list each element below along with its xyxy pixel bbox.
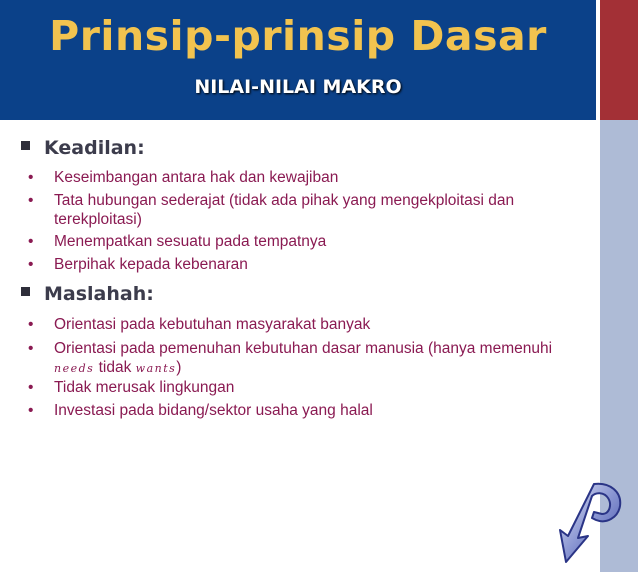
bullet-dot-icon: • [28,233,34,250]
bullet-dot-icon: • [28,379,34,396]
word-tidak: tidak [98,359,132,376]
word-wants: wants [135,362,177,375]
bullet-dot-icon: • [28,402,34,419]
slide-header [0,0,596,120]
square-bullet-icon [21,141,30,150]
word-needs: needs [54,362,95,375]
slide-title: Prinsip-prinsip Dasar [49,12,547,60]
section-heading-maslahah: Maslahah: [21,283,154,305]
bullet-dot-icon: • [28,316,34,333]
slide-subtitle: NILAI-NILAI MAKRO [194,76,402,98]
section-heading-keadilan: Keadilan: [21,137,145,159]
return-arrow-icon[interactable] [548,478,628,568]
accent-red-block [600,0,638,120]
bullet-dot-icon: • [28,192,34,209]
bullet-dot-icon: • [28,340,34,357]
bullet-dot-icon: • [28,169,34,186]
square-bullet-icon [21,287,30,296]
bullet-dot-icon: • [28,256,34,273]
